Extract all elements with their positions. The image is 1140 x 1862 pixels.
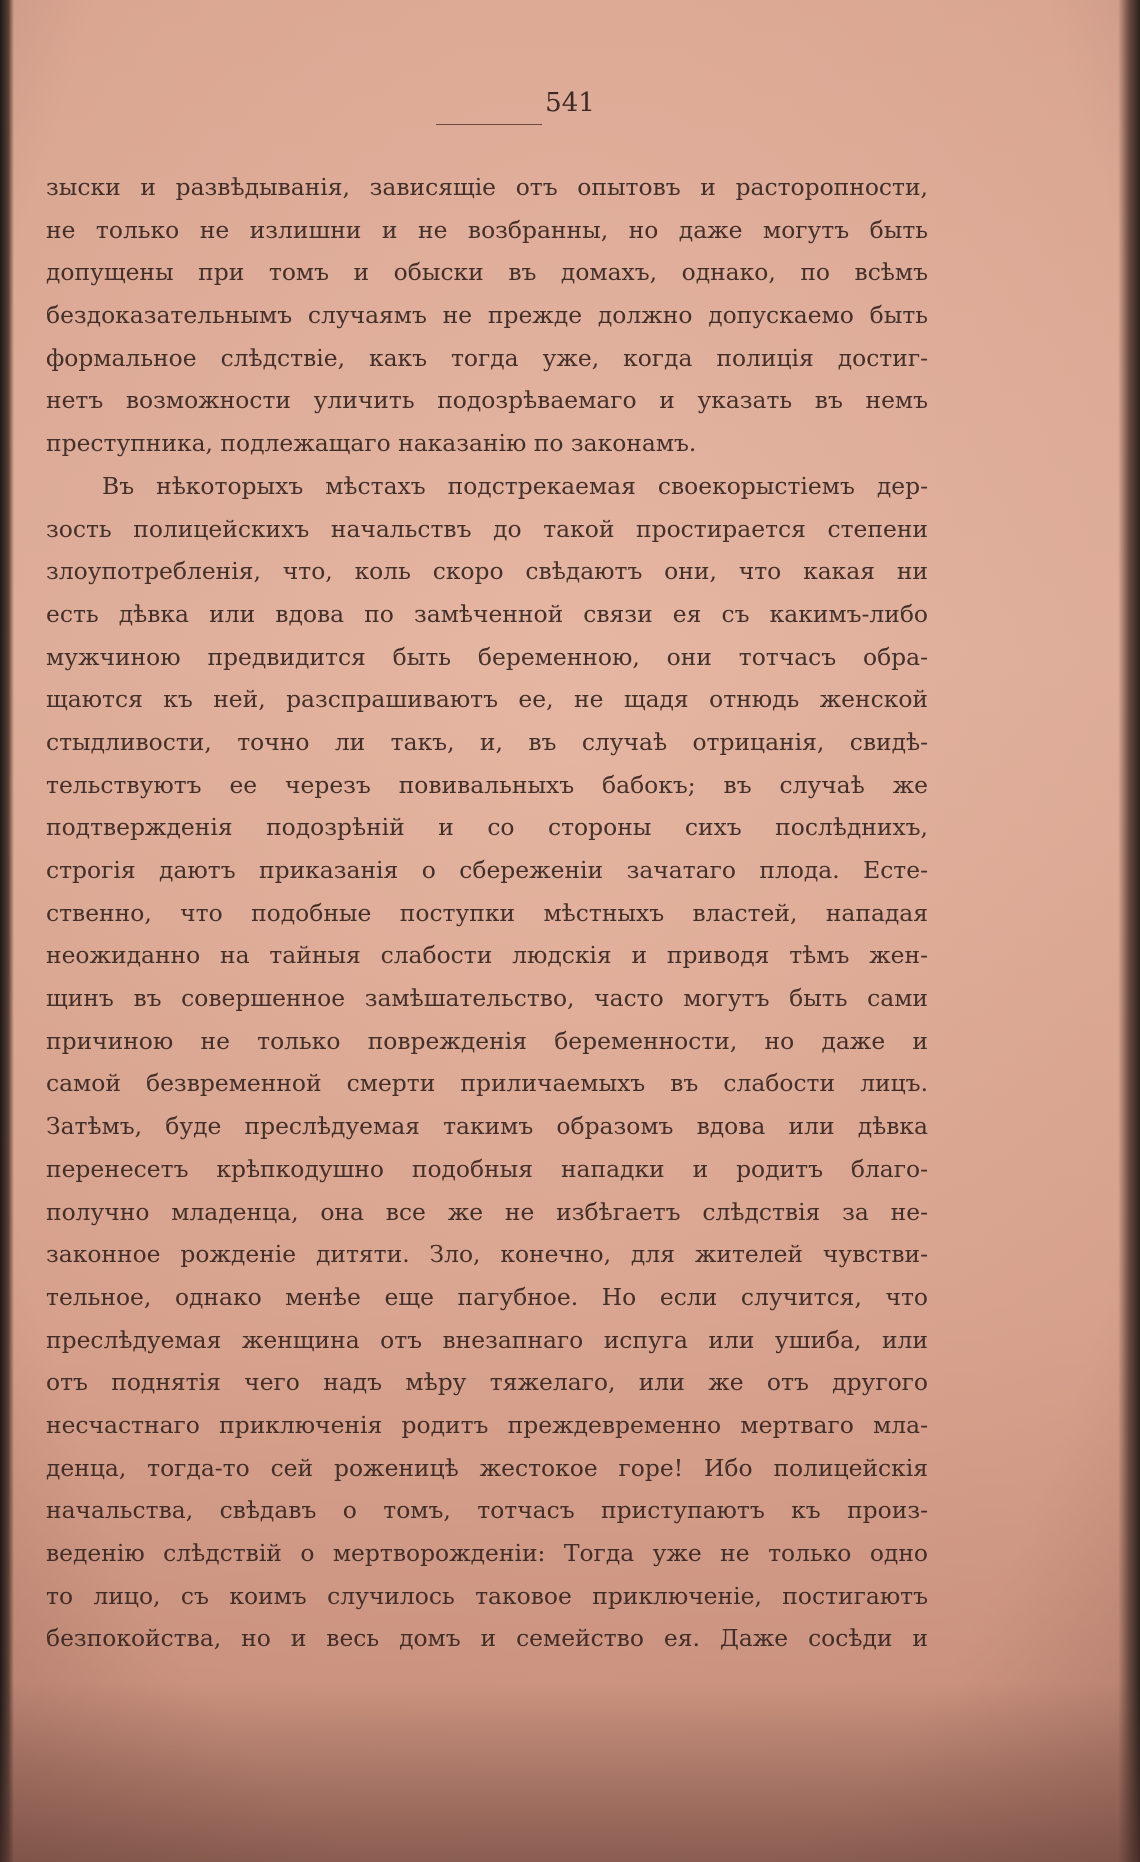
text-line: то лицо, съ коимъ случилось таковое приключеніе, постигаютъ bbox=[46, 1581, 928, 1610]
text-line: строгія даютъ приказанія о сбереженіи зачатаго плода. Есте- bbox=[46, 856, 928, 884]
text-line: допущены при томъ и обыски въ домахъ, однако, по всѣмъ bbox=[46, 258, 928, 287]
text-line: бездоказательнымъ случаямъ не прежде должно допускаемо быть bbox=[46, 301, 928, 330]
text-line: подтвержденія подозрѣній и со стороны сихъ послѣднихъ, bbox=[46, 813, 928, 842]
text-line-paragraph-start: Въ нѣкоторыхъ мѣстахъ подстрекаемая своекорыстіемъ дер- bbox=[102, 471, 928, 500]
text-line: формальное слѣдствіе, какъ тогда уже, когда полиція достиг- bbox=[46, 343, 928, 372]
text-line: мужчиною предвидится быть беременною, они тотчасъ обра- bbox=[46, 642, 928, 671]
text-line: Затѣмъ, буде преслѣдуемая такимъ образомъ вдова или дѣвка bbox=[46, 1112, 928, 1141]
text-line: не только не излишни и не возбранны, но даже могутъ быть bbox=[46, 215, 928, 244]
text-line: ственно, что подобные поступки мѣстныхъ властей, нападая bbox=[46, 898, 928, 927]
page-number-rule bbox=[436, 124, 542, 125]
text-line: отъ поднятія чего надъ мѣру тяжелаго, или же отъ другого bbox=[46, 1368, 928, 1397]
text-line: несчастнаго приключенія родитъ преждевременно мертваго мла- bbox=[46, 1410, 928, 1439]
text-line: есть дѣвка или вдова по замѣченной связи ея съ какимъ-либо bbox=[46, 599, 928, 628]
body-text bbox=[46, 166, 928, 1660]
text-line: перенесетъ крѣпкодушно подобныя нападки и родитъ благо- bbox=[46, 1154, 928, 1183]
text-line: неожиданно на тайныя слабости людскія и приводя тѣмъ жен- bbox=[46, 941, 928, 970]
text-line: причиною не только поврежденія беременности, но даже и bbox=[46, 1026, 928, 1055]
text-line: злоупотребленія, что, коль скоро свѣдаютъ они, что какая ни bbox=[46, 557, 928, 586]
text-line: преслѣдуемая женщина отъ внезапнаго испуга или ушиба, или bbox=[46, 1325, 928, 1354]
text-line: щинъ въ совершенное замѣшательство, часто могутъ быть сами bbox=[46, 984, 928, 1013]
text-line: денца, тогда-то сей роженицѣ жестокое горе! Ибо полицейскія bbox=[46, 1453, 928, 1482]
text-line: начальства, свѣдавъ о томъ, тотчасъ приступаютъ къ произ- bbox=[46, 1496, 928, 1525]
text-line: получно младенца, она все же не избѣгаетъ слѣдствія за не- bbox=[46, 1197, 928, 1226]
text-line: законное рожденіе дитяти. Зло, конечно, для жителей чувстви- bbox=[46, 1240, 928, 1269]
text-line: тельное, однако менѣе еще пагубное. Но если случится, что bbox=[46, 1282, 928, 1311]
text-line: стыдливости, точно ли такъ, и, въ случаѣ отрицанія, свидѣ- bbox=[46, 727, 928, 756]
page-edge-shadow-left bbox=[0, 0, 14, 1862]
text-line: безпокойства, но и весь домъ и семейство ея. Даже сосѣди и bbox=[46, 1624, 928, 1653]
page-bottom-shading bbox=[0, 1682, 1140, 1862]
text-line: самой безвременной смерти приличаемыхъ въ слабости лицъ. bbox=[46, 1069, 928, 1098]
text-line-paragraph-end: преступника, подлежащаго наказанію по законамъ. bbox=[46, 429, 697, 458]
text-line: зыски и развѣдыванія, зависящіе отъ опытовъ и расторопности, bbox=[46, 173, 928, 201]
text-line: зость полицейскихъ начальствъ до такой простирается степени bbox=[46, 514, 928, 543]
page-number: 541 bbox=[545, 88, 595, 118]
text-line: нетъ возможности уличить подозрѣваемаго и указать въ немъ bbox=[46, 386, 928, 415]
text-line: щаются къ ней, разспрашиваютъ ее, не щадя отнюдь женской bbox=[46, 685, 928, 714]
page-edge-shadow-right bbox=[1118, 0, 1140, 1862]
text-line: тельствуютъ ее черезъ повивальныхъ бабокъ; въ случаѣ же bbox=[46, 770, 928, 799]
text-line: веденію слѣдствій о мертворожденіи: Тогда уже не только одно bbox=[46, 1539, 928, 1567]
